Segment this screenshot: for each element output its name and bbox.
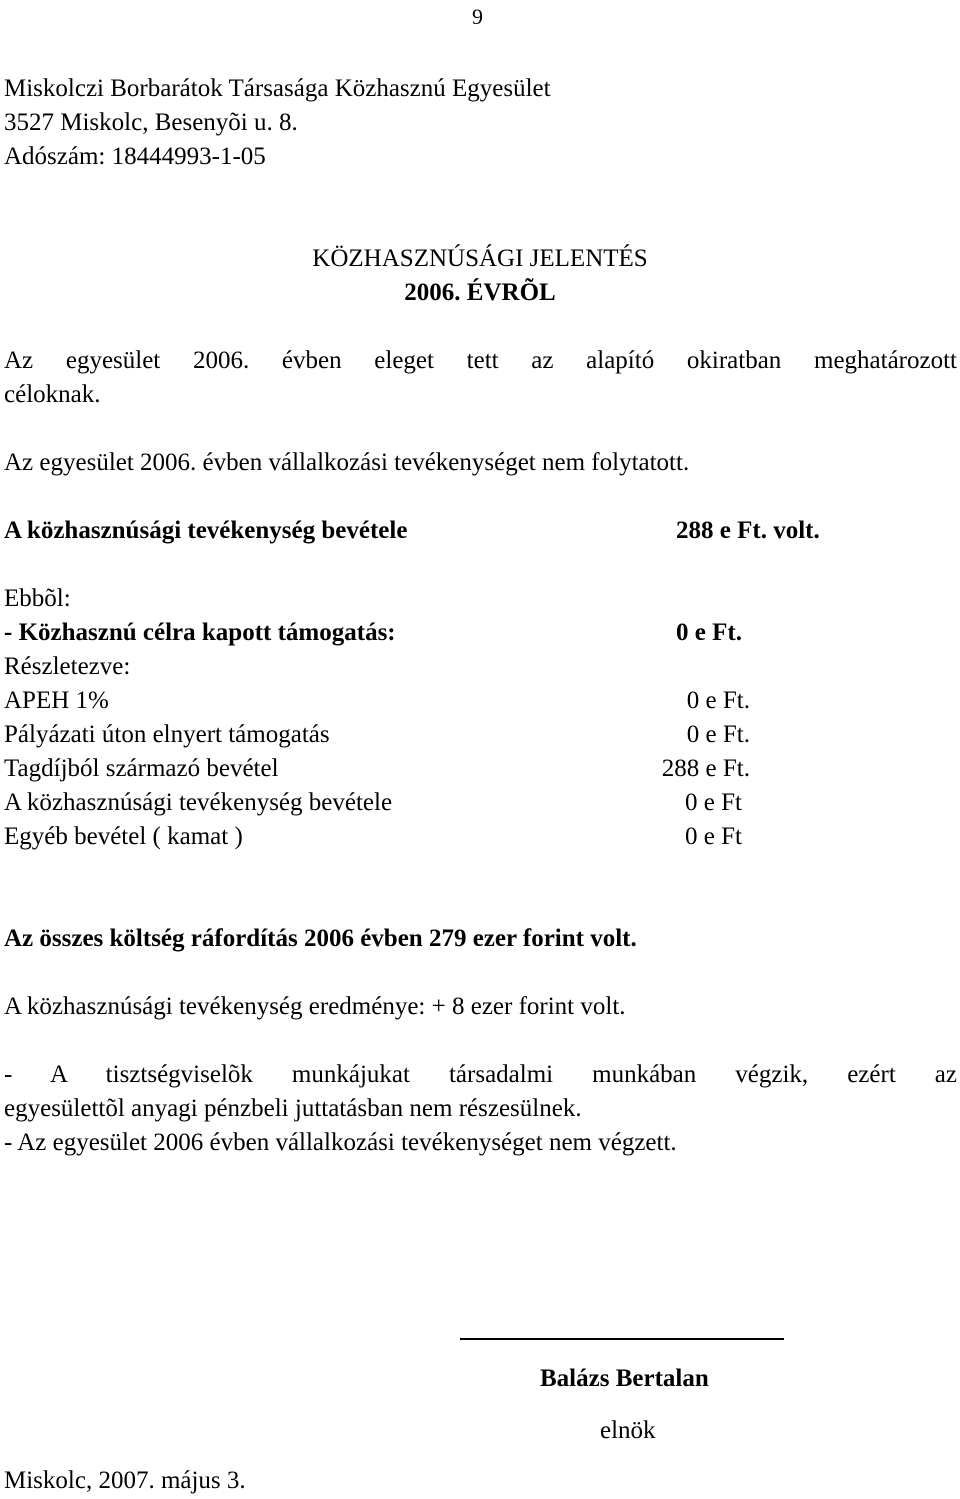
signatory-role: elnök <box>600 1417 656 1444</box>
total-costs: Az összes költség ráfordítás 2006 évben 279 ezer forint volt. <box>4 925 637 952</box>
paragraph-1-line-2: céloknak. <box>4 381 101 408</box>
income-row-value: 0 e Ft <box>685 789 742 816</box>
ebbol-label: Ebbõl: <box>4 585 71 612</box>
note-2: - Az egyesület 2006 évben vállalkozási tevékenységet nem végzett. <box>4 1129 677 1156</box>
income-row-value: 0 e Ft. <box>686 721 750 748</box>
income-row-label: A közhasznúsági tevékenység bevétele <box>4 789 393 816</box>
org-address: 3527 Miskolc, Besenyõi u. 8. <box>4 109 298 136</box>
income-row-label: Egyéb bevétel ( kamat ) <box>4 823 243 850</box>
income-row-label: Pályázati úton elnyert támogatás <box>4 721 330 748</box>
income-row-label: Tagdíjból származó bevétel <box>4 755 279 782</box>
page-number: 9 <box>472 4 483 29</box>
income-value: 288 e Ft. volt. <box>676 517 820 544</box>
activity-result: A közhasznúsági tevékenység eredménye: + 8 ezer forint volt. <box>4 993 626 1020</box>
signatory-name: Balázs Bertalan <box>540 1365 709 1392</box>
report-year: 2006. ÉVRÕL <box>404 279 556 306</box>
note-1-line-2: egyesülettõl anyagi pénzbeli juttatásban nem részesülnek. <box>4 1095 582 1122</box>
signature-line <box>460 1338 784 1340</box>
tax-id: Adószám: 18444993-1-05 <box>4 143 266 170</box>
note-1-line-1: - A tisztségviselõk munkájukat társadalmi munkában végzik, ezért az <box>4 1061 957 1088</box>
paragraph-1-line-1: Az egyesület 2006. évben eleget tett az alapító okiratban meghatározott <box>4 347 957 374</box>
place-and-date: Miskolc, 2007. május 3. <box>4 1467 246 1494</box>
income-row-value: 0 e Ft. <box>686 687 750 714</box>
detail-label: Részletezve: <box>4 653 131 680</box>
income-row-value: 288 e Ft. <box>661 755 750 782</box>
org-name: Miskolczi Borbarátok Társasága Közhasznú Egyesület <box>4 75 551 102</box>
income-label: A közhasznúsági tevékenység bevétele <box>4 517 408 544</box>
income-row-label: APEH 1% <box>4 687 109 714</box>
report-title: KÖZHASZNÚSÁGI JELENTÉS <box>312 245 648 272</box>
support-label: - Közhasznú célra kapott támogatás: <box>4 619 396 646</box>
income-row-value: 0 e Ft <box>685 823 742 850</box>
paragraph-2: Az egyesület 2006. évben vállalkozási tevékenységet nem folytatott. <box>4 449 690 476</box>
support-value: 0 e Ft. <box>676 619 742 646</box>
